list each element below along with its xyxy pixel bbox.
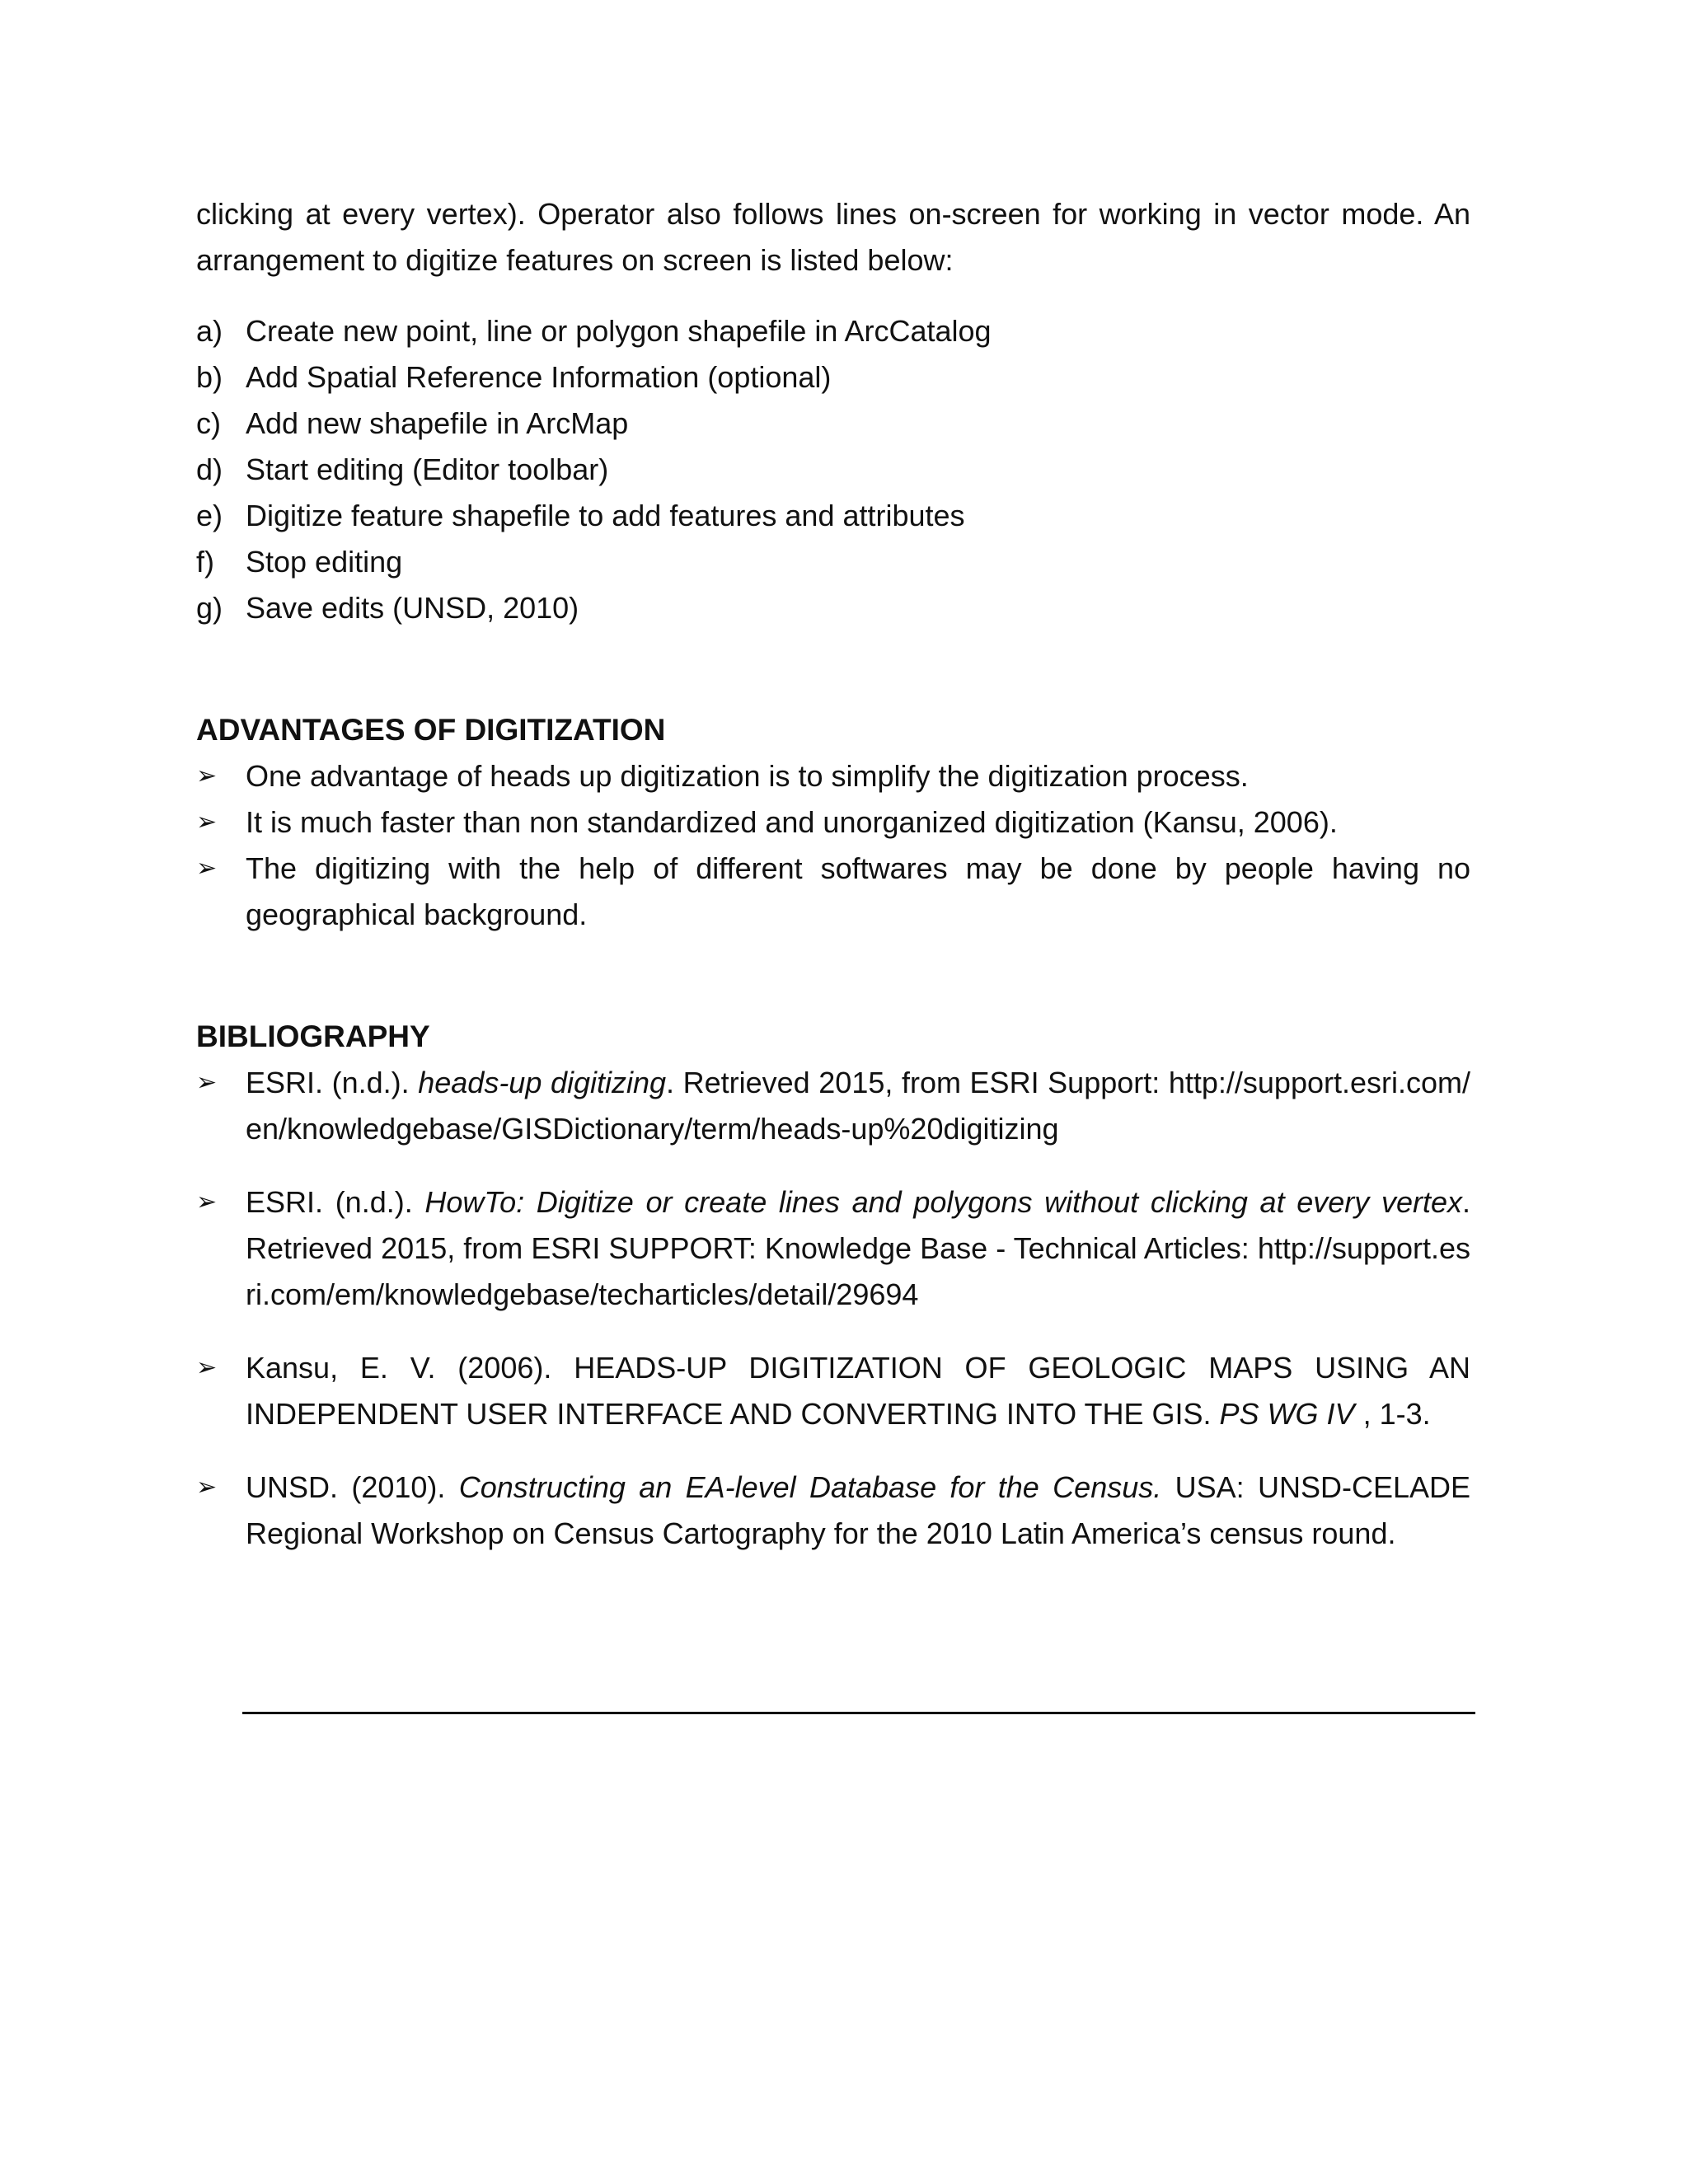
entry-source: , 1-3. bbox=[1354, 1397, 1431, 1431]
entry-source: . Retrieved 2015, from ESRI Support: bbox=[666, 1066, 1169, 1099]
footer-divider bbox=[242, 1712, 1475, 1714]
entry-title: heads-up digitizing bbox=[418, 1066, 667, 1099]
advantage-text: It is much faster than non standardized and unorganized digitization (Kansu, 2006). bbox=[246, 805, 1338, 839]
step-marker: e) bbox=[196, 499, 223, 532]
arrow-bullet-icon: ➢ bbox=[196, 1068, 218, 1097]
bibliography-heading: BIBLIOGRAPHY bbox=[196, 1019, 430, 1053]
arrow-bullet-icon: ➢ bbox=[196, 1353, 218, 1382]
entry-source: USA: UNSD-CELADE Regional Workshop on Census Cartography for the 2010 Latin America’s census round. bbox=[246, 1470, 1471, 1550]
advantages-heading: ADVANTAGES OF DIGITIZATION bbox=[196, 713, 666, 747]
bibliography-entry bbox=[246, 1179, 1470, 1318]
advantage-text: One advantage of heads up digitization is to simplify the digitization process. bbox=[246, 759, 1249, 793]
arrow-bullet-icon: ➢ bbox=[196, 1473, 218, 1502]
entry-authors: ESRI. (n.d.). bbox=[246, 1066, 419, 1099]
step-marker: c) bbox=[196, 406, 221, 440]
entry-title: HowTo: Digitize or create lines and polygons without clicking at every vertex bbox=[424, 1185, 1462, 1219]
step-marker: g) bbox=[196, 591, 223, 625]
entry-url: http://support.esri.com/en/knowledgebase/GISDictionary/term/heads-up%20digitizing bbox=[246, 1066, 1470, 1146]
arrow-bullet-icon: ➢ bbox=[196, 762, 218, 790]
arrow-bullet-icon: ➢ bbox=[196, 854, 218, 883]
page-content bbox=[196, 191, 1470, 1557]
step-marker: a) bbox=[196, 314, 223, 348]
list-item bbox=[196, 846, 1470, 938]
step-text: Stop editing bbox=[246, 545, 403, 579]
list-item bbox=[196, 447, 1470, 493]
advantages-list bbox=[196, 753, 1470, 938]
entry-url: http://support.esri.com/em/knowledgebase/techarticles/detail/29694 bbox=[246, 1231, 1470, 1311]
step-marker: d) bbox=[196, 452, 223, 486]
list-item bbox=[196, 1179, 1470, 1318]
step-marker: f) bbox=[196, 545, 214, 579]
list-item bbox=[196, 493, 1470, 539]
list-item bbox=[196, 308, 1470, 354]
digitizing-steps-list bbox=[196, 308, 1470, 631]
entry-authors: Kansu, E. V. (2006). HEADS-UP DIGITIZATION OF GEOLOGIC MAPS USING AN INDEPENDENT USER INTERFACE AND CONVERTING INTO THE GIS. bbox=[246, 1351, 1470, 1431]
bibliography-entry bbox=[246, 1345, 1470, 1437]
bibliography-entry bbox=[246, 1060, 1470, 1152]
list-item bbox=[196, 1345, 1470, 1437]
entry-authors: ESRI. (n.d.). bbox=[246, 1185, 425, 1219]
list-item bbox=[196, 401, 1470, 447]
bibliography-list bbox=[196, 1060, 1470, 1557]
list-item bbox=[196, 1465, 1470, 1557]
list-item bbox=[196, 1060, 1470, 1152]
entry-title: PS WG IV bbox=[1219, 1397, 1355, 1431]
advantage-text: The digitizing with the help of different softwares may be done by people having no geographical background. bbox=[246, 851, 1470, 931]
list-item bbox=[196, 354, 1470, 401]
intro-paragraph: clicking at every vertex). Operator also follows lines on-screen for working in vector mode. An arrangement to digitize features on screen is listed below: bbox=[196, 197, 1470, 277]
entry-authors: UNSD. (2010). bbox=[246, 1470, 459, 1504]
arrow-bullet-icon: ➢ bbox=[196, 808, 218, 837]
step-text: Save edits (UNSD, 2010) bbox=[246, 591, 579, 625]
arrow-bullet-icon: ➢ bbox=[196, 1188, 218, 1216]
entry-source: . Retrieved 2015, from ESRI SUPPORT: Knowledge Base - Technical Articles: bbox=[246, 1185, 1470, 1265]
list-item bbox=[196, 539, 1470, 585]
step-text: Add Spatial Reference Information (optional) bbox=[246, 360, 832, 394]
entry-title: Constructing an EA-level Database for the Census. bbox=[458, 1470, 1162, 1504]
step-text: Add new shapefile in ArcMap bbox=[246, 406, 629, 440]
list-item bbox=[196, 585, 1470, 631]
bibliography-entry bbox=[246, 1465, 1470, 1557]
step-text: Digitize feature shapefile to add features and attributes bbox=[246, 499, 965, 532]
list-item bbox=[196, 799, 1470, 846]
step-text: Start editing (Editor toolbar) bbox=[246, 452, 609, 486]
step-marker: b) bbox=[196, 360, 223, 394]
step-text: Create new point, line or polygon shapefile in ArcCatalog bbox=[246, 314, 992, 348]
list-item bbox=[196, 753, 1470, 799]
